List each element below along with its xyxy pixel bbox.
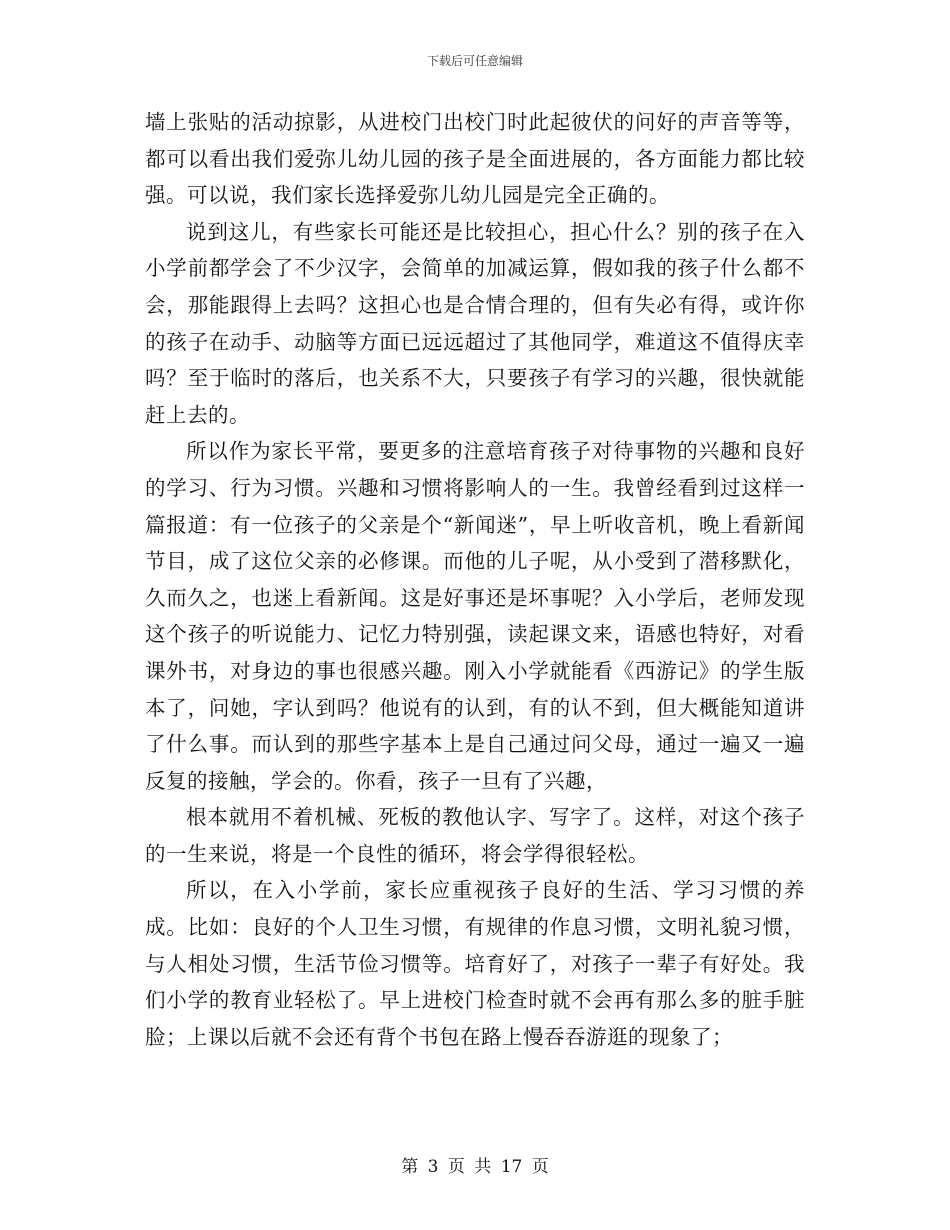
paragraph-1: 墙上张贴的活动掠影，从进校门出校门时此起彼伏的问好的声音等等，都可以看出我们爱弥儿幼儿园的孩子是全面进展的，各方面能力都比较强。可以说，我们家长选择爱弥儿幼儿园是完全正确的。 [145,110,805,208]
paragraph-2: 说到这儿，有些家长可能还是比较担心，担心什么？别的孩子在入小学前都学会了不少汉字，会简单的加减运算，假如我的孩子什么都不会，那能跟得上去吗？这担心也是合情合理的，但有失必有得，或许你的孩子在动手、动脑等方面已远远超过了其他同学，难道这不值得庆幸吗？至于临时的落后，也关系不大，只要孩子有学习的兴趣，很快就能赶上去的。 [145,219,805,427]
page-header: 下载后可任意编辑 [426,54,523,68]
paragraph-3: 所以作为家长平常，要更多的注意培育孩子对待事物的兴趣和良好的学习、行为习惯。兴趣和习惯将影响人的一生。我曾经看到过这样一篇报道：有一位孩子的父亲是个“新闻迷”，早上听收音机，晚上看新闻节目，成了这位父亲的必修课。而他的儿子呢，从小受到了潜移默化，久而久之，也迷上看新闻。这是好事还是坏事呢？入小学后，老师发现这个孩子的听说能力、记忆力特别强，读起课文来，语感也特好，对看课外书，对身边的事也很感兴趣。刚入小学就能看《西游记》的学生版本了，问她，字认到吗？他说有的认到，有的认不到，但大概能知道讲了什么事。而认到的那些字基本上是自己通过问父母，通过一遍又一遍反复的接触，学会的。你看，孩子一旦有了兴趣， [145,439,805,793]
paragraph-4: 根本就用不着机械、死板的教他认字、写字了。这样，对这个孩子的一生来说，将是一个良性的循环，将会学得很轻松。 [145,805,805,866]
page-footer: 第 3 页 共 17 页 [401,1157,549,1177]
paragraph-5: 所以，在入小学前，家长应重视孩子良好的生活、学习习惯的养成。比如：良好的个人卫生习惯，有规律的作息习惯，文明礼貌习惯，与人相处习惯，生活节俭习惯等。培育好了，对孩子一辈子有好处。我们小学的教育业轻松了。早上进校门检查时就不会再有那么多的脏手脏脸；上课以后就不会还有背个书包在路上慢吞吞游逛的现象了； [145,878,805,1049]
document-body [145,104,805,1055]
